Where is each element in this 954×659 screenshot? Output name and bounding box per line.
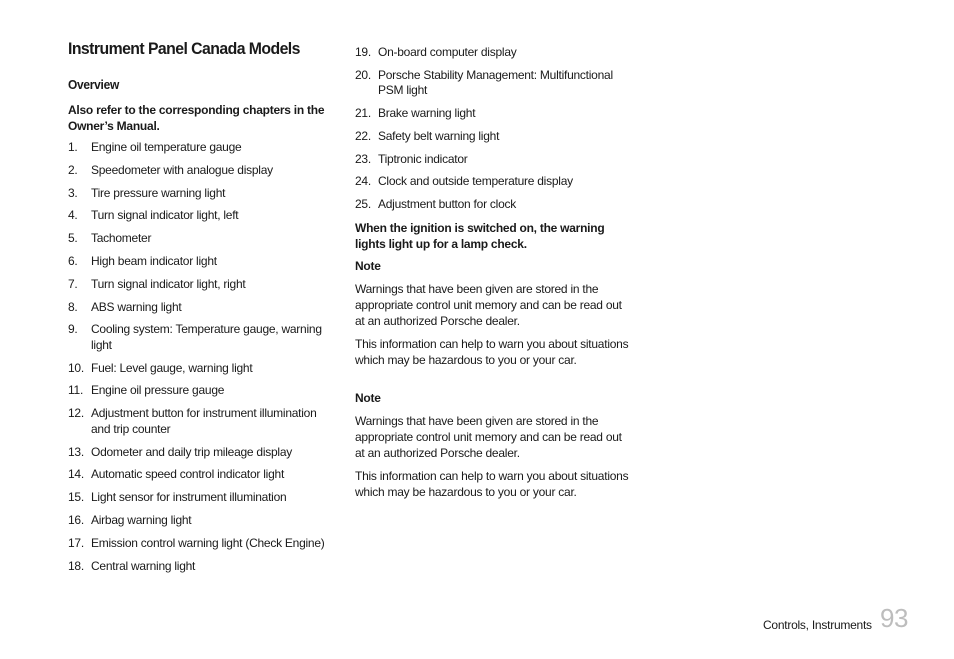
list-item-number: 17.: [68, 535, 84, 550]
list-item-text: Porsche Stability Management: Multifunctional PSM light: [378, 67, 613, 98]
list-item: [68, 163, 338, 179]
list-item: [68, 277, 338, 293]
page-number: 93: [880, 603, 908, 633]
list-item-text: Emission control warning light (Check Engine): [91, 535, 325, 550]
list-item-text: Cooling system: Temperature gauge, warning light: [91, 322, 322, 352]
list-item-number: 21.: [355, 106, 371, 121]
list-item-text: Brake warning light: [378, 106, 476, 121]
list-item-text: Tiptronic indicator: [378, 151, 468, 166]
component-list-left: [68, 140, 338, 581]
list-item-number: 25.: [355, 197, 371, 212]
list-item: [355, 68, 625, 99]
list-item-text: Automatic speed control indicator light: [91, 467, 285, 482]
lead-note: Also refer to the corresponding chapters in the Owner’s Manual.: [68, 103, 325, 133]
list-item-text: High beam indicator light: [91, 253, 217, 268]
list-item-number: 22.: [355, 128, 371, 143]
list-item-number: 13.: [68, 444, 84, 459]
list-item: [68, 300, 338, 316]
list-item-text: Fuel: Level gauge, warning light: [91, 360, 253, 375]
list-item-number: 19.: [355, 45, 371, 59]
note-heading-2: Note: [355, 391, 381, 405]
list-item: [355, 174, 625, 190]
list-item-number: 18.: [68, 558, 84, 573]
note-heading-1: Note: [355, 259, 381, 273]
list-item-number: 4.: [68, 208, 78, 223]
list-item: [68, 361, 338, 377]
list-item-text: Speedometer with analogue display: [91, 162, 273, 177]
list-item-number: 11.: [68, 383, 84, 398]
list-item: [68, 467, 338, 483]
list-item-text: Clock and outside temperature display: [378, 174, 573, 189]
list-item-text: Light sensor for instrument illumination: [91, 490, 287, 505]
list-item-text: Tachometer: [91, 231, 152, 246]
note-2-paragraph-1: Warnings that have been given are stored in the appropriate control unit memory and can be read out at an authorized Porsche dealer.: [355, 414, 622, 460]
list-item-text: Tire pressure warning light: [91, 185, 226, 200]
list-item-number: 16.: [68, 512, 84, 527]
list-item-text: Adjustment button for clock: [378, 197, 516, 212]
list-item-text: Engine oil pressure gauge: [91, 383, 225, 398]
list-item: [355, 106, 625, 122]
list-item-number: 2.: [68, 162, 78, 177]
page-title: Instrument Panel Canada Models: [68, 39, 300, 58]
list-item-text: Central warning light: [91, 558, 196, 573]
list-item: [355, 197, 625, 213]
list-item: [68, 513, 338, 529]
list-item-number: 6.: [68, 253, 78, 268]
list-item-number: 24.: [355, 174, 371, 189]
list-item: [68, 490, 338, 506]
note-1-paragraph-2: This information can help to warn you about situations which may be hazardous to you or your car.: [355, 337, 629, 367]
list-item: [68, 383, 338, 399]
list-item: [68, 445, 338, 461]
list-item-number: 14.: [68, 467, 84, 482]
component-list-right: [355, 45, 625, 220]
list-item: [355, 129, 625, 145]
note-1-paragraph-1: Warnings that have been given are stored in the appropriate control unit memory and can be read out at an authorized Porsche dealer.: [355, 282, 622, 328]
ignition-note: When the ignition is switched on, the warning lights light up for a lamp check.: [355, 221, 605, 251]
list-item-number: 15.: [68, 490, 84, 505]
overview-heading: Overview: [68, 77, 119, 92]
list-item-number: 20.: [355, 67, 371, 82]
list-item: [68, 186, 338, 202]
list-item: [355, 45, 625, 61]
list-item-text: ABS warning light: [91, 299, 182, 314]
list-item: [68, 406, 338, 437]
list-item-text: Odometer and daily trip mileage display: [91, 444, 293, 459]
list-item-number: 7.: [68, 276, 78, 291]
list-item-number: 5.: [68, 231, 78, 246]
list-item-number: 3.: [68, 185, 78, 200]
list-item-number: 8.: [68, 299, 78, 314]
list-item: [68, 559, 338, 575]
list-item-text: Engine oil temperature gauge: [91, 140, 242, 154]
list-item-number: 1.: [68, 140, 78, 154]
list-item-number: 9.: [68, 322, 78, 337]
list-item-text: On-board computer display: [378, 45, 517, 59]
note-2-paragraph-2: This information can help to warn you about situations which may be hazardous to you or your car.: [355, 469, 629, 499]
list-item: [68, 208, 338, 224]
footer-section-label: Controls, Instruments: [763, 618, 872, 632]
list-item-number: 10.: [68, 360, 84, 375]
list-item-text: Airbag warning light: [91, 512, 192, 527]
list-item-number: 12.: [68, 406, 84, 421]
list-item-number: 23.: [355, 151, 371, 166]
list-item: [68, 231, 338, 247]
list-item: [68, 254, 338, 270]
list-item-text: Turn signal indicator light, right: [91, 276, 246, 291]
list-item: [68, 536, 338, 552]
list-item: [68, 322, 338, 353]
list-item-text: Turn signal indicator light, left: [91, 208, 239, 223]
list-item-text: Adjustment button for instrument illumination and trip counter: [91, 406, 317, 436]
list-item: [68, 140, 338, 156]
list-item-text: Safety belt warning light: [378, 128, 500, 143]
list-item: [355, 152, 625, 168]
